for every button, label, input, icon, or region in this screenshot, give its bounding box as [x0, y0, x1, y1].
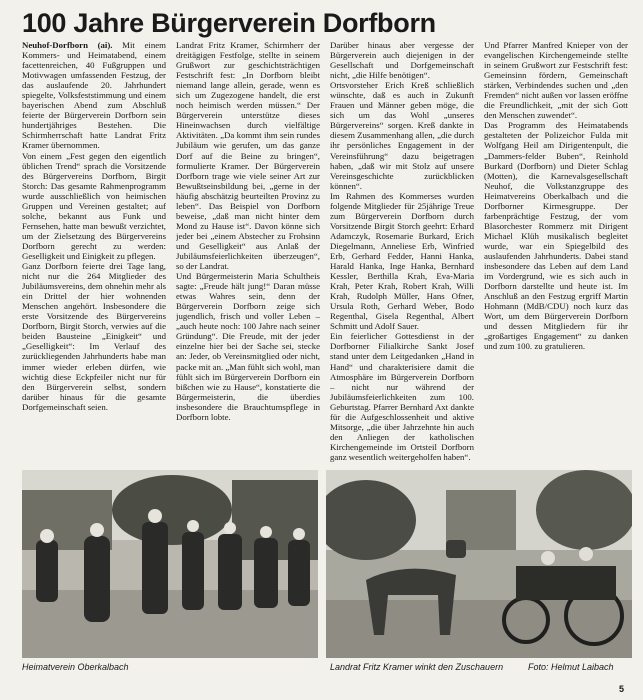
column-4	[484, 40, 628, 468]
paragraph-text: Und Bürgermeisterin Maria Schultheis sagte: „Freude hält jung!“ Daran müsse etwas Wahres sein, denn der Bürgerverein Dorfborn zeige sich jugendlich, frisch und voller Leben – „auch heute noch: 100 Jahre nach seiner Gründung“. Die Freude, mit der jeder einzelne hier bei der Sache sei, stecke an: Jeder, ob Vereinsmitglied oder nicht, packe mit an. „Man fühlt sich wohl, man fühlt sich im Bürgerverein Dorfborn ein bißchen wie zu Hause“, konstatierte die Bürgermeisterin, die überdies insbesondere die Brauchtumspflege in Dorfborn lobte.	[176, 271, 320, 422]
photo-folk-dance-group	[22, 470, 318, 658]
column-2	[176, 40, 320, 468]
column-1	[22, 40, 166, 468]
paragraph-text: Das Programm des Heimatabends gestalteten der Polizeichor Fulda mit Wolfgang Heil am Dirigentenpult, die „Dammers-felder Buben“, Reinhold Burkard (Dorfborn) und Dieter Schlag (Motten), die Karnevalsgesellschaft Neuhof, die Volkstanzgruppe des Heimatvereins Oberkalbach und die Dorfborner Kirmesgruppe. Der farbenprächtige Festzug, der vom Blasorchester Rommerz mit Dirigent Michael Klüh musikalisch begleitet wurde, war ein Spiegelbild des auslaufenden Jahrhunderts. Dabei stand insbesondere das Leben auf dem Land im Vordergrund, wie es sich auch in Dorfborn darstellte und heute ist. Im Anschluß an den Festzug ergriff Martin Hohmann (MdB/CDU) noch kurz das Wort, um dem Bürgerverein Dorfborn und dessen Mitgliedern für ihr „großartiges Engagement“ zu danken und zum 100. zu gratulieren.	[484, 120, 628, 352]
paragraph	[484, 40, 628, 120]
headline: 100 Jahre Bürgerverein Dorfborn	[22, 8, 436, 38]
paragraph	[330, 191, 474, 332]
paragraph-text: Landrat Fritz Kramer, Schirmherr der dreitägigen Festfolge, stellte in seinem Grußwort zur geschichtsträchtigen Festschrift fest: „In Dorfborn bleibt niemand lange allein, gerade, wenn es sich um Zugezogene handelt, die erst noch heimisch werden müssen.“ Der Bürgerverein unterstütze dieses Hineinwachsen durch vielfältige Aktivitäten. „Da kommt ihm sein rundes Jubiläum wie gerufen, um das ganze Dorf auf die Beine zu bringen“, formulierte Kramer. Der Bürgerverein Dorfborn trage wie viele seiner Art zur Bewußtseinsbildung bei, „gerne in der häufig abschätzig beurteilten Provinz zu leben“. Das Beispiel von Dorfborn beweise, „daß man nicht hinter dem Mond zu Hause ist“. Davon könne sich jeder bei „einem Abstecher zu Frohsinn und Geselligkeit“ aus Anlaß der Jubiläumsfeierlichkeiten überzeugen“, so der Landrat.	[176, 40, 320, 272]
dateline: Neuhof-Dorfborn (ai).	[22, 40, 113, 50]
photo-credit: Foto: Helmut Laibach	[528, 662, 614, 672]
paragraph-text: Ein feierlicher Gottesdienst in der Dorfborner Filialkirche Sankt Josef stand unter dem Leitgedanken „Hand in Hand“ und charakterisiere damit die Atmosphäre im Bürgerverein Dorfborn – nicht nur während der Jubiläumsfeierlichkeiten zum 100. Geburtstag. Pfarrer Bernhard Axt dankte für die Aufgeschlossenheit und aktive Mitsorge, „die über Jahrzehnte hin auch den Anliegen der katholischen Kirchengemeinde im Ortsteil Dorfborn ganz wesentlich weitergeholfen haben“.	[330, 331, 474, 462]
photo-caption-right: Landrat Fritz Kramer winkt den Zuschauern	[330, 662, 504, 672]
paragraph	[330, 331, 474, 462]
paragraph	[22, 40, 166, 151]
paragraph	[176, 40, 320, 271]
paragraph-text: Mit einem Kommers- und Heimatabend, einem facettenreichen, 40 Fußgruppen und Motivwagen umfassenden Festzug, der das auslaufende 20. Jahrhundert spiegelte, Volksfeststimmung und einem bayerischen Abend zum Abschluß feierte der Bürgerverein Dorfborn sein hundertjähriges Bestehen. Die Schirmherrschaft hatte Landrat Fritz Kramer übernommen.	[22, 40, 166, 151]
paragraph	[330, 40, 474, 80]
photo-horse-carriage	[326, 470, 632, 658]
paragraph-text: Und Pfarrer Manfred Knieper von der evangelischen Kirchengemeinde stellte in seinem Grußwort zur Festschrift fest: Gemeinsinn fördern, Gemeinschaft stärken, Verbindendes suchen und „den Fremden“ nicht außen vor lassen eröffne die Freundlichkeit, „mit der sich Gott den Menschen zuwendet“.	[484, 40, 628, 121]
paragraph-text: Ortsvorsteher Erich Kreß schließlich wünschte, daß es auch in Zukunft Frauen und Männer geben möge, die sich um das Wohl „unseres Bürgervereins“ sorgen. Kreß dankte in diesem Zusammenhang allen, „die durch ihr persönliches Engagement in der Vereinsführung“ dazu beigetragen haben, „daß wir mit Stolz auf unsere Vereinsgeschichte zurückblicken können“.	[330, 80, 474, 191]
column-3	[330, 40, 474, 468]
paragraph	[22, 261, 166, 412]
paragraph	[176, 271, 320, 422]
paragraph	[330, 80, 474, 191]
paragraph-text: Ganz Dorfborn feierte drei Tage lang, nicht nur die 264 Mitglieder des Jubiläumsvereins, dem ohnehin mehr als ein Drittel der hier wohnenden Menschen angehört. Insbesondere die erste Vorsitzende des Bürgervereins Dorfborn, Birgit Storch, verwies auf die beiden Bausteine „Einigkeit“ und „Geselligkeit“: Im Verlauf des zurückliegenden Jahrhunderts habe man immer wieder erleben dürfen, wie wichtig diese Eckpfeiler nicht nur für den Bürgerverein selbst, sondern darüber hinaus für die gesamte Dorfgemeinschaft seien.	[22, 261, 166, 412]
paragraph-text: Im Rahmen des Kommerses wurden folgende Mitglieder für 25jährige Treue zum Bürgerverein Dorfborn durch Vorsitzende Birgit Storch geehrt: Erhard Adamczyk, Rosemarie Burkard, Erich Diegelmann, Anneliese Erb, Winfried Erb, Gerhard Fedder, Hanni Hanka, Harald Hanka, Inge Hanka, Bernhard Kessler, Berthilla Krah, Eva-Maria Krah, Peter Krah, Robert Krah, Willi Krah, Rudolph Müller, Hans Ofner, Ursula Roth, Gerhard Weber, Bodo Regenthal, Gisela Regenthal, Albert Schmitt und Adolf Sauer.	[330, 190, 474, 332]
paragraph-text: Darüber hinaus aber vergesse der Bürgerverein auch diejenigen in der Gesellschaft und Dorfgemeinschaft nicht, „die Hilfe benötigen“.	[330, 40, 474, 81]
paragraph-text: Von einem „Fest gegen den eigentlich üblichen Trend“ sprach die Vorsitzende des Bürgervereins Dorfborn, Birgit Storch: Das gesamte Rahmenprogramm wurde ausschließlich von heimischen Gruppen und Vereinen gestaltet; auf solche, bekannt aus Funk und Fernsehen, hatte man bewußt verzichtet, um der Zielsetzung des Bürgervereins Dorfborn gerecht zu werden: Geselligkeit und Einigkeit zu pflegen.	[22, 150, 166, 261]
paragraph	[484, 120, 628, 351]
article-body	[22, 40, 630, 468]
photo-caption-left: Heimatverein Oberkalbach	[22, 662, 129, 672]
paragraph	[22, 151, 166, 262]
page-number: 5	[619, 684, 625, 694]
